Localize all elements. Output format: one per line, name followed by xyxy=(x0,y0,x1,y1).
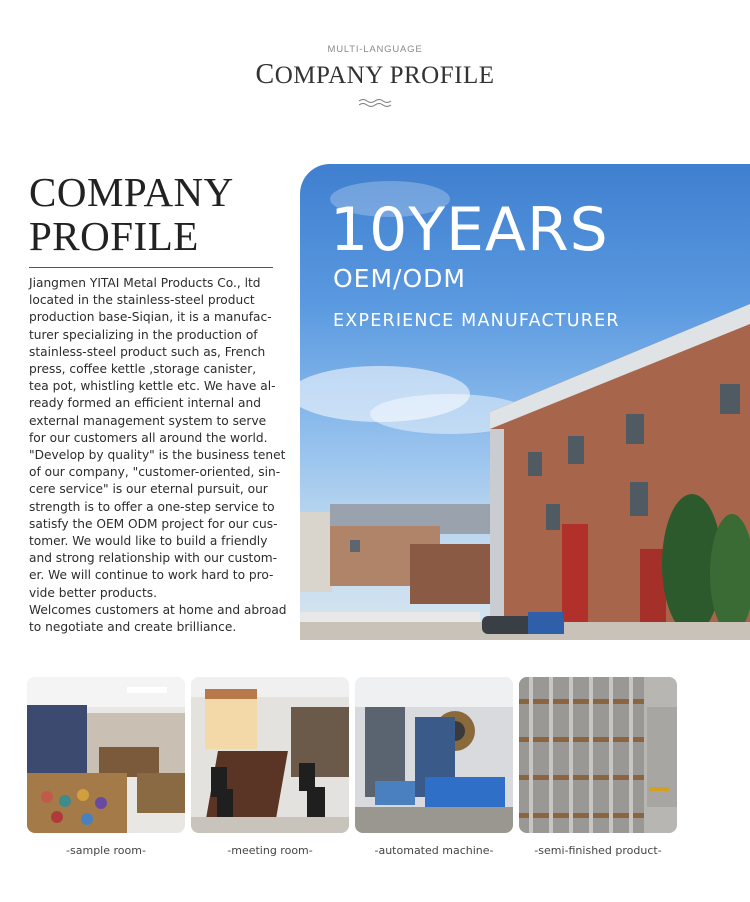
factory-hero-image xyxy=(300,164,750,640)
gallery-card-automated-machine xyxy=(355,677,513,857)
automated-machine-photo xyxy=(355,677,513,833)
intro-column xyxy=(29,170,291,636)
gallery-caption: -automated machine- xyxy=(374,844,494,857)
sample-room-photo xyxy=(27,677,185,833)
section-header xyxy=(0,44,750,112)
gallery-card-meeting-room xyxy=(191,677,349,857)
intro-body xyxy=(29,275,291,636)
intro-title xyxy=(29,170,291,258)
title-divider xyxy=(29,267,273,268)
intro-paragraph: Jiangmen YITAI Metal Products Co., ltd located in the stainless-steel product production base-Siqian, it is a manufac- turer specializing in the production of stainless-steel product such as, French press, coffee kettle ,storage canister, tea pot, whistling kettle etc. We have al- ready formed an efficient internal and external management system to serve for our customers all around the world. "Develop by quality" is the business tenet of our company, "customer-oriented, sin- cere service" is our eternal pursuit, our strength is to offer a one-step service to satisfy the OEM ODM project for our cus- tomer. We would like to build a friendly and strong relationship with our custom- er. We will continue to work hard to pro- vide better products. xyxy=(29,276,286,600)
hero-experience-text: EXPERIENCE MANUFACTURER xyxy=(333,311,620,331)
photo-gallery xyxy=(27,677,687,877)
intro-closing: Welcomes customers at home and abroad to negotiate and create brilliance. xyxy=(29,602,287,635)
semi-finished-product-photo xyxy=(519,677,677,833)
gallery-caption: -sample room- xyxy=(66,844,146,857)
gallery-caption: -semi-finished product- xyxy=(534,844,662,857)
wave-divider-icon xyxy=(0,93,750,112)
gallery-caption: -meeting room- xyxy=(227,844,313,857)
gallery-card-sample-room xyxy=(27,677,185,857)
header-title: COMPANY PROFILE xyxy=(255,59,495,90)
meeting-room-photo xyxy=(191,677,349,833)
intro-title-line2: PROFILE xyxy=(29,213,199,259)
hero-years-text: 10YEARS xyxy=(330,195,609,265)
header-subtitle: MULTI-LANGUAGE xyxy=(327,44,423,55)
gallery-card-semi-finished-product xyxy=(519,677,677,857)
hero-oem-text: OEM/ODM xyxy=(333,264,466,293)
intro-title-line1: COMPANY xyxy=(29,169,234,215)
